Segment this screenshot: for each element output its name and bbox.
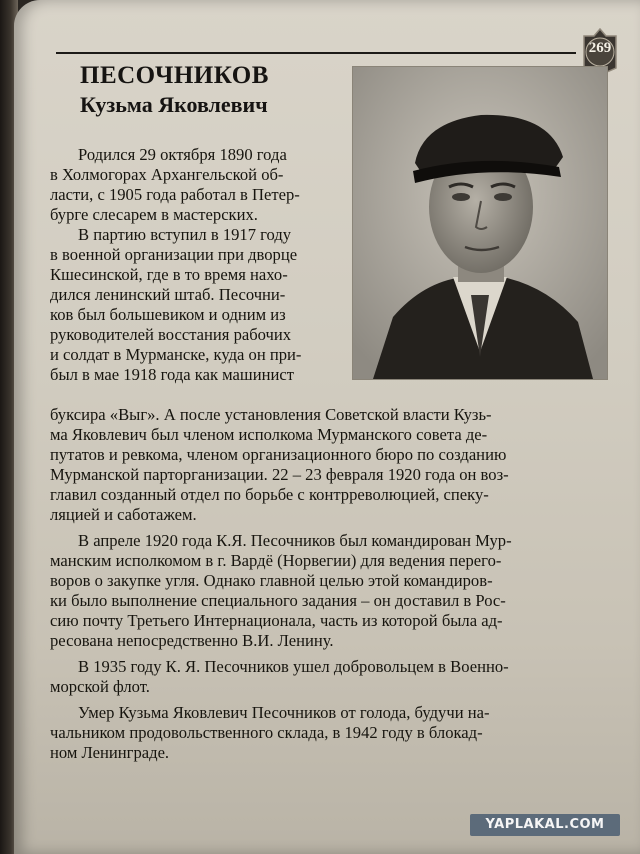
portrait-illustration	[353, 67, 607, 379]
text-line: и солдат в Мурманске, куда он при-	[50, 345, 302, 364]
text-line: В 1935 году К. Я. Песочников ушел добровольцем в Военно-	[78, 657, 509, 676]
text-line: ласти, с 1905 года работал в Петер-	[50, 185, 300, 204]
text-line: В партию вступил в 1917 году	[78, 225, 292, 244]
biography-column-wide	[50, 405, 610, 763]
text-line: ресована непосредственно В.И. Ленину.	[50, 631, 334, 650]
text-line: бурге слесарем в мастерских.	[50, 205, 258, 224]
text-line: воров о закупке угля. Однако главной целью этой командиров-	[50, 571, 493, 590]
page-number: 269	[588, 40, 612, 56]
text-line: дился ленинский штаб. Песочни-	[50, 285, 286, 304]
person-given-names: Кузьма Яковлевич	[80, 92, 268, 117]
text-line: Родился 29 октября 1890 года	[78, 145, 287, 164]
text-line: ки было выполнение специального задания – он доставил в Рос-	[50, 591, 506, 610]
text-line: манским исполкомом в г. Вардё (Норвегии) для ведения перего-	[50, 551, 502, 570]
site-watermark: YAPLAKAL.COM	[470, 814, 620, 836]
text-line: был в мае 1918 года как машинист	[50, 365, 294, 384]
text-line: буксира «Выг». А после установления Советской власти Кузь-	[50, 405, 492, 424]
text-line: ляцией и саботажем.	[50, 505, 197, 524]
text-line: путатов и ревкома, членом организационного бюро по созданию	[50, 445, 507, 464]
text-line: чальником продовольственного склада, в 1942 году в блокад-	[50, 723, 483, 742]
text-line: главил созданный отдел по борьбе с контрреволюцией, спеку-	[50, 485, 489, 504]
text-line: сию почту Третьего Интернационала, часть из которой была ад-	[50, 611, 503, 630]
header-rule	[56, 52, 576, 54]
text-line: ном Ленинграде.	[50, 743, 170, 762]
text-line: ма Яковлевич был членом исполкома Мурманского совета де-	[50, 425, 488, 444]
text-line: ков был большевиком и одним из	[50, 305, 286, 324]
text-line: В апреле 1920 года К.Я. Песочников был командирован Мур-	[78, 531, 512, 550]
text-line: Умер Кузьма Яковлевич Песочников от голода, будучи на-	[78, 703, 490, 722]
text-line: Кшесинской, где в то время нахо-	[50, 265, 288, 284]
text-line: в Холмогорах Архангельской об-	[50, 165, 284, 184]
text-line: руководителей восстания рабочих	[50, 325, 292, 344]
text-line: морской флот.	[50, 677, 150, 696]
text-line: в военной организации при дворце	[50, 245, 298, 264]
text-line: Мурманской парторганизации. 22 – 23 февраля 1920 года он воз-	[50, 465, 509, 484]
biography-column-narrow	[50, 145, 346, 385]
portrait-photo	[352, 66, 608, 380]
person-surname: ПЕСОЧНИКОВ	[80, 62, 269, 89]
